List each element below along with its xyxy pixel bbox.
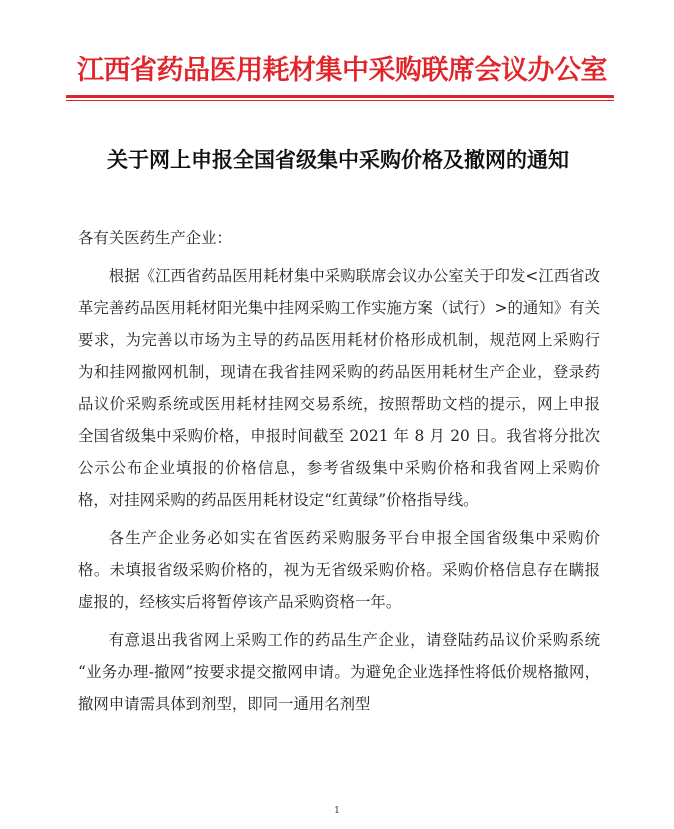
notice-body <box>78 222 600 726</box>
paragraph-3: 有意退出我省网上采购工作的药品生产企业，请登陆药品议价采购系统 “业务办理-撤网”按要求提交撤网申请。为避免企业选择性将低价规格撤网，撤网申请需具体到剂型，即同一通用名剂型 <box>78 631 600 713</box>
paragraph-1: 根据《江西省药品医用耗材集中采购联席会议办公室关于印发<江西省改革完善药品医用耗材阳光集中挂网采购工作实施方案（试行）>的通知》有关要求，为完善以市场为主导的药品医用耗材价格形成机制，规范网上采购行为和挂网撤网机制，现请在我省挂网采购的药品医用耗材生产企业，登录药品议价采购系统或医用耗材挂网交易系统，按照帮助文档的提示，网上申报全国省级集中采购价格，申报时间截至 2021 年 8 月 20 日。我省将分批次公示公布企业填报的价格信息，参考省级集中采购价格和我省网上采购价格，对挂网采购的药品医用耗材设定“红黄绿”价格指导线。 <box>78 267 600 509</box>
header-red-rule-thin <box>66 100 614 101</box>
organization-header: 江西省药品医用耗材集中采购联席会议办公室 <box>77 55 607 86</box>
page-number: 1 <box>334 806 340 816</box>
paragraph-2: 各生产企业务必如实在省医药采购服务平台申报全国省级集中采购价格。未填报省级采购价格的，视为无省级采购价格。采购价格信息存在瞒报虚报的，经核实后将暂停该产品采购资格一年。 <box>78 529 600 611</box>
notice-title: 关于网上申报全国省级集中采购价格及撤网的通知 <box>107 147 569 172</box>
salutation: 各有关医药生产企业： <box>78 229 232 247</box>
header-red-rule-thick <box>66 95 614 98</box>
